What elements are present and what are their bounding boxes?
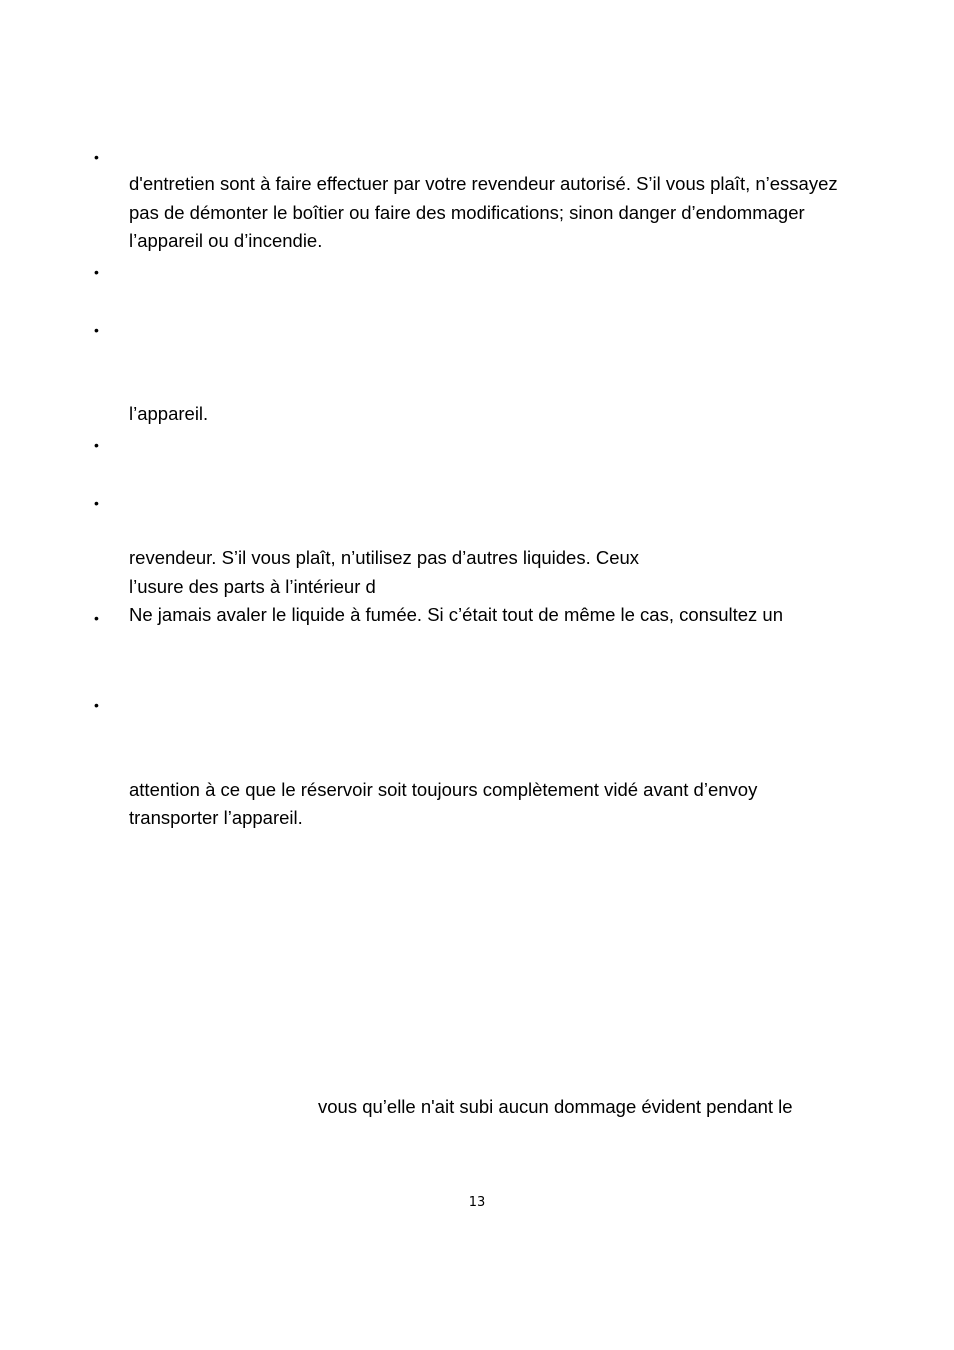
- text-line-9: transporter l’appareil.: [129, 807, 303, 828]
- bullet-2: •: [94, 264, 99, 280]
- text-line-2: pas de démonter le boîtier ou faire des modifications; sinon danger d’endommager: [129, 202, 805, 223]
- bullet-1: •: [94, 149, 99, 165]
- bullet-5: •: [94, 495, 99, 511]
- text-line-8: attention à ce que le réservoir soit toujours complètement vidé avant d’envoy: [129, 779, 758, 800]
- bullet-3: •: [94, 322, 99, 338]
- bullet-4: •: [94, 437, 99, 453]
- page-number: 13: [468, 1195, 486, 1210]
- text-line-7: Ne jamais avaler le liquide à fumée. Si c’était tout de même le cas, consultez un: [129, 604, 783, 625]
- text-line-3: l’appareil ou d’incendie.: [129, 230, 323, 251]
- bullet-7: •: [94, 697, 99, 713]
- text-line-5: revendeur. S’il vous plaît, n’utilisez pas d’autres liquides. Ceux: [129, 547, 640, 568]
- text-line-1: d'entretien sont à faire effectuer par votre revendeur autorisé. S’il vous plaît, n’essayez: [129, 173, 838, 194]
- text-line-6: l’usure des parts à l’intérieur d: [129, 576, 376, 597]
- text-line-10: vous qu’elle n'ait subi aucun dommage évident pendant le: [318, 1096, 793, 1117]
- bullet-6: •: [94, 610, 99, 626]
- text-line-4: l’appareil.: [129, 403, 209, 424]
